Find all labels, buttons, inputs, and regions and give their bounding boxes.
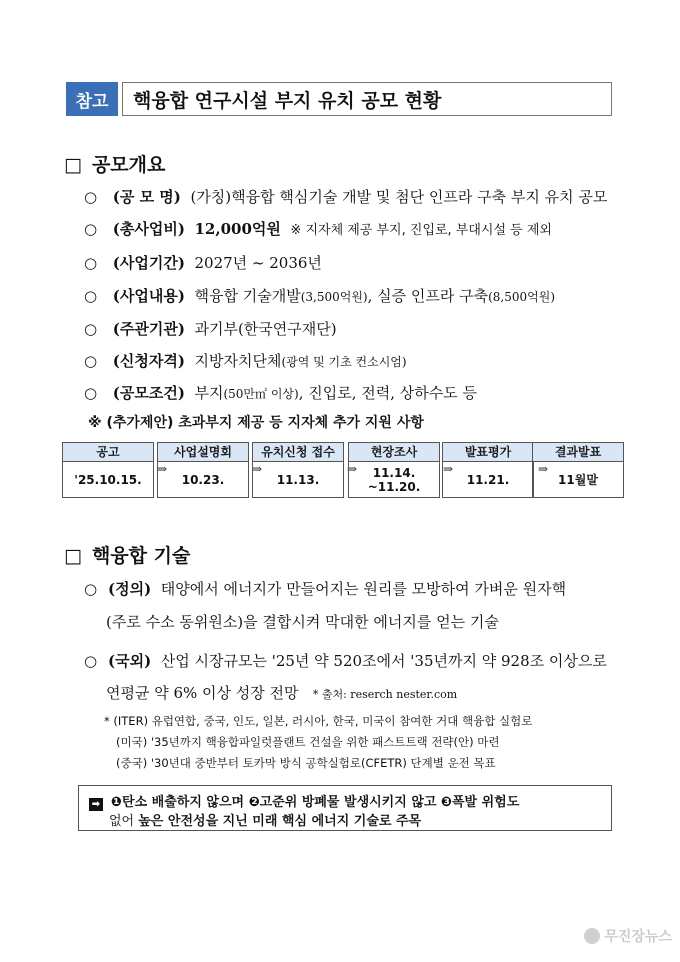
timeline-step-date: 11.13. [252,462,344,498]
timeline-step-label: 결과발표 [532,442,624,462]
overseas-line: ○ (국외) 산업 시장규모는 '25년 약 520조에서 '35년까지 약 928조 이상으로 [84,652,607,670]
arrow-right-icon: ⇒ [157,462,168,476]
timeline-step-label: 공고 [62,442,154,462]
circle-bullet-icon: ○ [84,320,98,338]
overseas-line2: 연평균 약 6% 이상 성장 전망 * 출처: reserch nester.com [106,684,458,702]
timeline-step [532,442,624,498]
arrow-right-icon: ⇒ [538,462,549,476]
arrow-box-icon: ➡ [89,798,103,811]
circle-bullet-icon: ○ [84,384,98,402]
definition-line: ○ (정의) 태양에서 에너지가 만들어지는 원리를 모방하여 가벼운 원자핵 [84,580,567,598]
title-tag: 참고 [66,82,118,116]
watermark-logo: 무진장뉴스 [584,926,672,946]
timeline-step-label: 발표평가 [442,442,534,462]
circle-bullet-icon: ○ [84,287,98,305]
timeline-step [348,442,440,498]
timeline-step-label: 유치신청 접수 [252,442,344,462]
circle-bullet-icon: ○ [84,352,98,370]
additional-note: ※ (추가제안) 초과부지 제공 등 지자체 추가 지원 사항 [88,415,424,431]
row-period: ○ (사업기간) 2027년 ~ 2036년 [84,254,322,272]
footnote: (미국) '35년까지 핵융합파일럿플랜트 건설을 위한 패스트트랙 전략(안) 마련 [116,735,500,749]
circle-bullet-icon: ○ [84,580,98,598]
row-agency: ○ (주관기관) 과기부(한국연구재단) [84,320,337,338]
arrow-right-icon: ⇒ [252,462,263,476]
summary-line2-emphasis: 높은 안전성을 지닌 미래 핵심 에너지 기술로 주목 [138,814,422,829]
page-title [66,82,612,116]
section1-heading: □ 공모개요 [64,154,166,176]
circle-bullet-icon: ○ [84,254,98,272]
row-conditions: ○ (공모조건) 부지(50만㎡ 이상), 진입로, 전력, 상하수도 등 [84,384,477,402]
timeline-step-date: 11.21. [442,462,534,498]
arrow-right-icon: ⇒ [443,462,454,476]
title-text: 핵융합 연구시설 부지 유치 공모 현황 [122,82,612,116]
timeline-step [252,442,344,498]
timeline-step-label: 현장조사 [348,442,440,462]
footnote: (중국) '30년대 중반부터 토카막 방식 공학실험로(CFETR) 단계별 운전 목표 [116,756,496,770]
circle-bullet-icon: ○ [84,220,98,238]
arrow-right-icon: ⇒ [347,462,358,476]
circle-bullet-icon: ○ [84,652,98,670]
row-budget: ○ (총사업비) 12,000억원 ※ 지자체 제공 부지, 진입로, 부대시설 등 제외 [84,220,552,238]
timeline-step-date: 11.14. ~11.20. [348,462,440,498]
row-eligibility: ○ (신청자격) 지방자치단체(광역 및 기초 컨소시엄) [84,352,407,370]
timeline-step-date: 11월말 [532,462,624,498]
timeline-step-date: 10.23. [157,462,249,498]
checkbox-square-icon: □ [64,545,82,567]
timeline-step [62,442,154,498]
row-name: ○ (공 모 명) (가칭)핵융합 핵심기술 개발 및 첨단 인프라 구축 부지 유치 공모 [84,188,608,206]
row-content: ○ (사업내용) 핵융합 기술개발(3,500억원), 실증 인프라 구축(8,500억원) [84,287,556,305]
logo-icon [584,928,600,944]
section2-heading: □ 핵융합 기술 [64,545,191,567]
summary-line2-prefix: 없어 [109,814,139,829]
timeline-step [157,442,249,498]
source-note: * 출처: reserch nester.com [312,688,458,701]
circle-bullet-icon: ○ [84,188,98,206]
timeline-step [442,442,534,498]
summary-box [78,785,612,831]
definition-line2: (주로 수소 동위원소)을 결합시켜 막대한 에너지를 얻는 기술 [106,613,499,631]
timeline-step-label: 사업설명회 [157,442,249,462]
summary-line1: ❶탄소 배출하지 않으며 ❷고준위 방폐물 발생시키지 않고 ❸폭발 위험도 [111,795,520,810]
footnote: * (ITER) 유럽연합, 중국, 인도, 일본, 러시아, 한국, 미국이 참여한 거대 핵융합 실험로 [104,714,533,728]
checkbox-square-icon: □ [64,154,82,176]
timeline-step-date: '25.10.15. [62,462,154,498]
